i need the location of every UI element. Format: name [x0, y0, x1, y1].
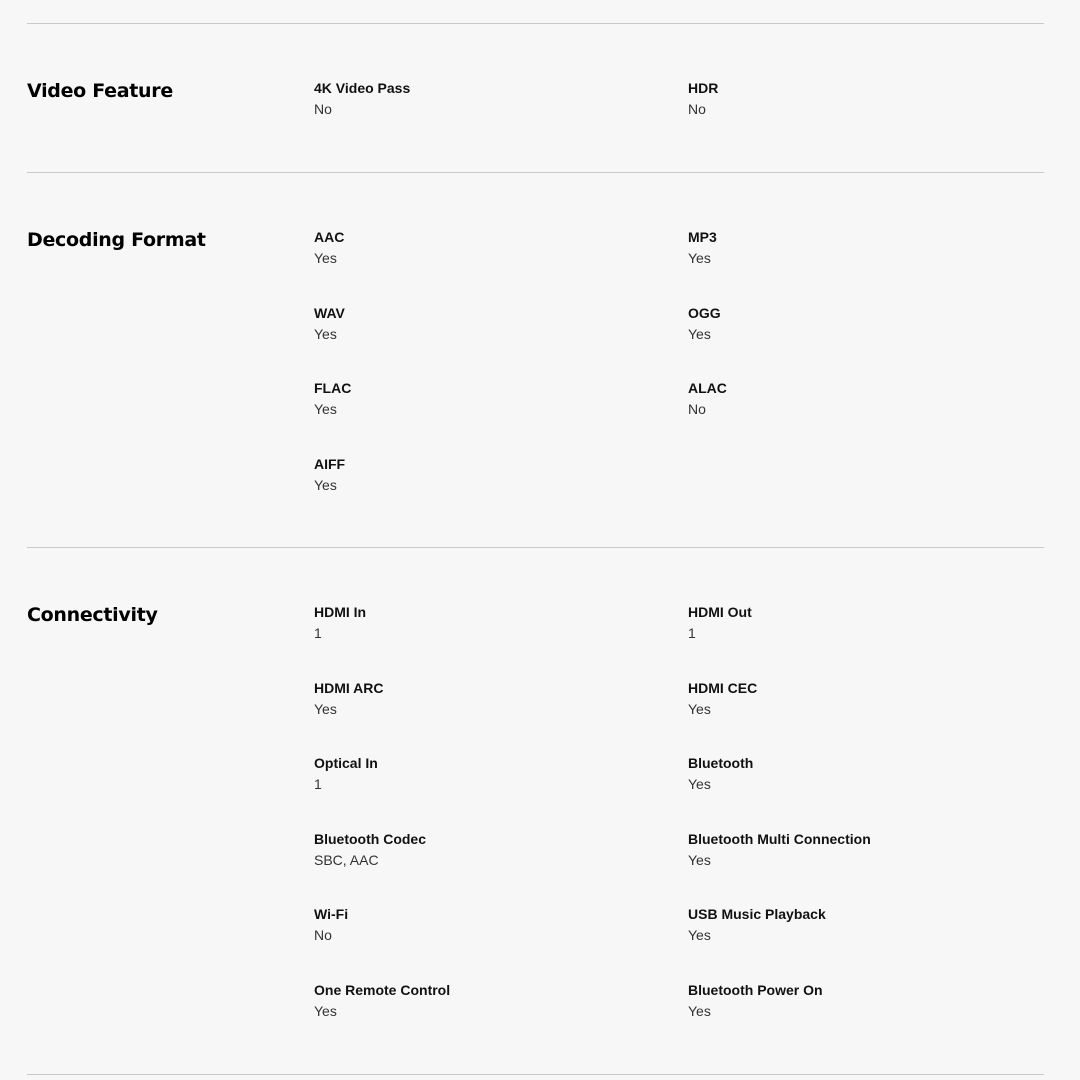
spec-value: Yes [688, 927, 711, 943]
spec-value: Yes [314, 325, 337, 342]
spec-item-hdmi-in [314, 603, 688, 679]
spec-item-mp3 [688, 228, 1044, 304]
spec-value: Yes [688, 325, 711, 342]
spec-item-hdmi-out [688, 603, 1044, 679]
spec-item-hdr [688, 79, 1044, 155]
spec-label: HDR [688, 80, 719, 96]
spec-item-alac [688, 379, 1044, 455]
spec-item-bluetooth [688, 754, 1044, 830]
spec-value: No [688, 401, 706, 417]
section-divider [27, 547, 1044, 548]
spec-label: Bluetooth Codec [314, 830, 426, 847]
spec-value: No [314, 101, 332, 117]
spec-label: AAC [314, 229, 345, 245]
spec-value: 1 [688, 625, 696, 641]
spec-value: SBC, AAC [314, 851, 379, 868]
spec-item-wi-fi [314, 905, 688, 981]
spec-label: Bluetooth Power On [688, 981, 823, 998]
spec-label: ALAC [688, 380, 727, 396]
section-title: Connectivity [27, 604, 158, 626]
section-divider [27, 172, 1044, 173]
spec-item-bluetooth-multi-connection [688, 830, 1044, 906]
spec-value: Yes [314, 401, 337, 417]
spec-item-bluetooth-codec [314, 830, 688, 906]
spec-label: AIFF [314, 455, 346, 472]
spec-item-aiff [314, 455, 688, 531]
spec-item-hdmi-arc [314, 679, 688, 755]
section-divider [27, 23, 1044, 24]
spec-item-usb-music-playback [688, 905, 1044, 981]
spec-label: Wi-Fi [314, 906, 349, 922]
spec-label: 4K Video Pass [314, 80, 411, 96]
spec-label: HDMI ARC [314, 679, 384, 696]
spec-value: Yes [314, 476, 337, 493]
spec-label: Optical In [314, 755, 378, 771]
spec-value: Yes [688, 1002, 711, 1019]
spec-label: HDMI Out [688, 604, 752, 620]
spec-label: MP3 [688, 229, 717, 245]
section-title: Decoding Format [27, 229, 206, 251]
spec-grid [314, 603, 1044, 1056]
spec-value: Yes [314, 700, 337, 717]
spec-grid [314, 228, 1044, 530]
spec-label: USB Music Playback [688, 906, 826, 922]
spec-item-optical-in [314, 754, 688, 830]
spec-value: Yes [314, 1002, 337, 1019]
spec-item-hdmi-cec [688, 679, 1044, 755]
spec-label: Bluetooth Multi Connection [688, 830, 871, 847]
spec-value: Yes [688, 250, 711, 266]
spec-item-one-remote-control [314, 981, 688, 1057]
spec-value: No [314, 927, 332, 943]
spec-label: HDMI CEC [688, 679, 758, 696]
spec-item-flac [314, 379, 688, 455]
spec-label: Bluetooth [688, 755, 754, 771]
spec-item-wav [314, 304, 688, 380]
spec-item-4k-video-pass [314, 79, 688, 155]
spec-label: WAV [314, 304, 345, 321]
spec-value: Yes [314, 250, 337, 266]
spec-item-aac [314, 228, 688, 304]
section-divider [27, 1074, 1044, 1075]
spec-grid [314, 79, 1044, 155]
spec-value: Yes [688, 776, 711, 792]
spec-value: 1 [314, 776, 322, 792]
spec-value: No [688, 101, 706, 117]
spec-label: HDMI In [314, 604, 367, 620]
spec-label: OGG [688, 304, 721, 321]
spec-label: One Remote Control [314, 981, 451, 998]
spec-label: FLAC [314, 380, 352, 396]
section-title: Video Feature [27, 80, 173, 102]
spec-item-bluetooth-power-on [688, 981, 1044, 1057]
spec-item-ogg [688, 304, 1044, 380]
spec-value: Yes [688, 851, 711, 868]
spec-value: Yes [688, 700, 711, 717]
spec-value: 1 [314, 625, 322, 641]
